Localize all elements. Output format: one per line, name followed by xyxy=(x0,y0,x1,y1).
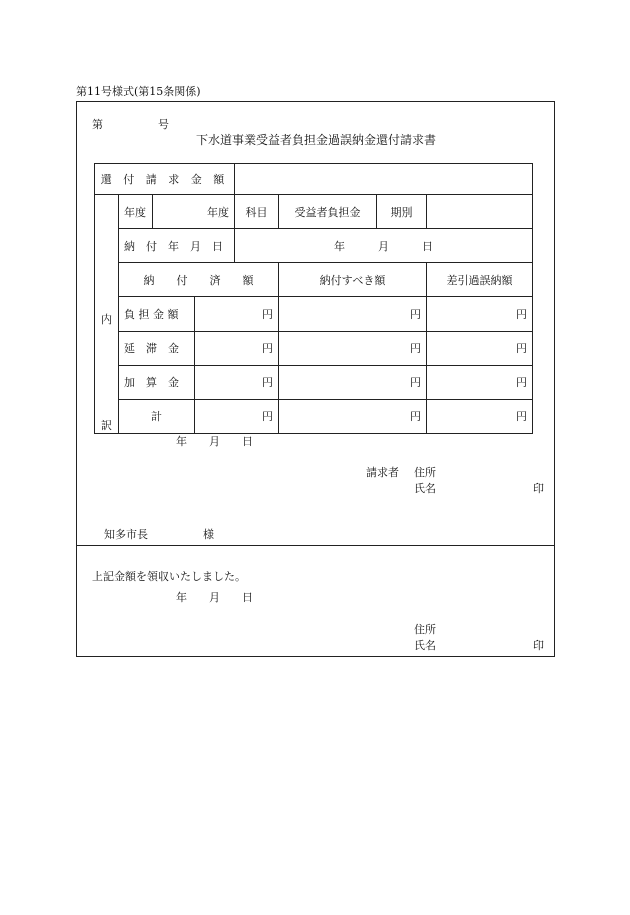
col-paid-header: 納 付 済 額 xyxy=(119,263,279,297)
due-cell: 円 xyxy=(279,399,427,433)
refund-amount-row xyxy=(95,164,533,195)
paid-cell: 円 xyxy=(195,297,279,331)
table-row xyxy=(95,297,533,331)
section-divider xyxy=(76,545,555,546)
table-row xyxy=(95,331,533,365)
seal-mark: 印 xyxy=(533,482,544,495)
due-cell: 円 xyxy=(279,331,427,365)
refund-table xyxy=(94,163,533,434)
payment-date-row xyxy=(95,229,533,263)
row-label: 負 担 金 額 xyxy=(119,297,195,331)
overpaid-cell: 円 xyxy=(427,297,533,331)
subject-value: 受益者負担金 xyxy=(279,195,377,229)
address-label: 住所 xyxy=(414,466,436,479)
name-label: 氏名 xyxy=(414,482,436,495)
addressee: 知多市長 様 xyxy=(104,528,214,541)
due-cell: 円 xyxy=(279,297,427,331)
receipt-name-label: 氏名 xyxy=(414,639,436,652)
refund-amount-value xyxy=(235,164,533,195)
overpaid-cell: 円 xyxy=(427,399,533,433)
number-line: 第 号 xyxy=(92,118,169,131)
receipt-address-label: 住所 xyxy=(414,623,436,636)
subject-label: 科目 xyxy=(235,195,279,229)
column-header-row xyxy=(95,263,533,297)
form-title: 下水道事業受益者負担金過誤納金還付請求書 xyxy=(196,133,437,147)
paid-cell: 円 xyxy=(195,399,279,433)
row-label: 加 算 金 xyxy=(119,365,195,399)
side-label-bottom: 訳 xyxy=(101,419,112,432)
row-label: 延 滞 金 xyxy=(119,331,195,365)
col-overpaid-header: 差引過誤納額 xyxy=(427,263,533,297)
table-row-total xyxy=(95,399,533,433)
form-label: 第11号様式(第15条関係) xyxy=(76,85,201,98)
side-label-top: 内 xyxy=(101,313,112,326)
fiscal-year-row xyxy=(95,195,533,229)
period-label: 期別 xyxy=(377,195,427,229)
refund-amount-label: 還 付 請 求 金 額 xyxy=(95,164,235,195)
period-value xyxy=(427,195,533,229)
table-row xyxy=(95,365,533,399)
payment-date-label: 納 付 年 月 日 xyxy=(119,229,235,263)
receipt-text: 上記金額を領収いたしました。 xyxy=(92,570,246,583)
col-due-header: 納付すべき額 xyxy=(279,263,427,297)
paid-cell: 円 xyxy=(195,365,279,399)
date-line: 年 月 日 xyxy=(176,435,253,448)
fiscal-year-label: 年度 xyxy=(119,195,153,229)
receipt-seal-mark: 印 xyxy=(533,639,544,652)
breakdown-side-label xyxy=(95,195,119,434)
year-label: 年度 xyxy=(153,195,235,229)
applicant-label: 請求者 xyxy=(366,466,399,479)
receipt-date-line: 年 月 日 xyxy=(176,591,253,604)
overpaid-cell: 円 xyxy=(427,331,533,365)
overpaid-cell: 円 xyxy=(427,365,533,399)
payment-date-value: 年 月 日 xyxy=(235,229,533,263)
paid-cell: 円 xyxy=(195,331,279,365)
due-cell: 円 xyxy=(279,365,427,399)
row-label: 計 xyxy=(119,399,195,433)
